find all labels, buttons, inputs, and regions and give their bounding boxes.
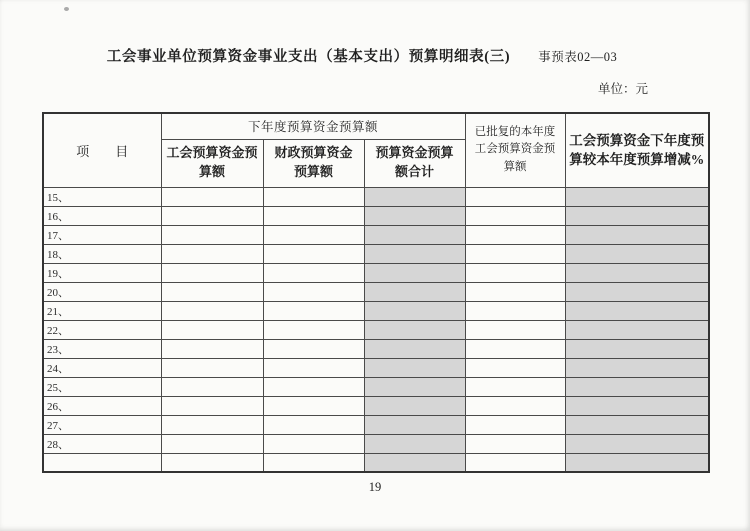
item-cell: 18、 [43, 244, 161, 263]
value-cell [565, 453, 709, 472]
table-row [43, 358, 709, 377]
value-cell [161, 301, 263, 320]
value-cell [364, 206, 465, 225]
value-cell [565, 282, 709, 301]
value-cell [465, 415, 565, 434]
value-cell [364, 225, 465, 244]
table-row [43, 263, 709, 282]
item-cell: 26、 [43, 396, 161, 415]
value-cell [565, 415, 709, 434]
value-cell [263, 377, 364, 396]
value-cell [465, 225, 565, 244]
value-cell [263, 453, 364, 472]
value-cell [465, 187, 565, 206]
value-cell [263, 187, 364, 206]
value-cell [465, 263, 565, 282]
value-cell [364, 358, 465, 377]
value-cell [565, 396, 709, 415]
value-cell [263, 225, 364, 244]
value-cell [364, 301, 465, 320]
unit-label: 单位：元 [597, 82, 648, 96]
value-cell [565, 263, 709, 282]
value-cell [161, 377, 263, 396]
value-cell [565, 187, 709, 206]
page-title: 工会事业单位预算资金事业支出（基本支出）预算明细表(三) [106, 49, 511, 65]
table-row [43, 301, 709, 320]
value-cell [565, 358, 709, 377]
table-row [43, 453, 709, 472]
value-cell [364, 434, 465, 453]
value-cell [161, 263, 263, 282]
value-cell [161, 187, 263, 206]
item-cell: 17、 [43, 225, 161, 244]
value-cell [161, 244, 263, 263]
item-cell: 22、 [43, 320, 161, 339]
value-cell [565, 225, 709, 244]
item-cell: 23、 [43, 339, 161, 358]
table-row [43, 187, 709, 206]
value-cell [364, 263, 465, 282]
value-cell [263, 301, 364, 320]
value-cell [161, 415, 263, 434]
budget-detail-table [42, 112, 710, 473]
value-cell [465, 396, 565, 415]
value-cell [161, 225, 263, 244]
value-cell [565, 434, 709, 453]
table-row [43, 320, 709, 339]
value-cell [161, 358, 263, 377]
item-cell [43, 453, 161, 472]
value-cell [465, 206, 565, 225]
value-cell [565, 206, 709, 225]
table-row [43, 206, 709, 225]
value-cell [465, 358, 565, 377]
column-header-budget-total: 预算资金预算额合计 [364, 139, 465, 187]
value-cell [364, 396, 465, 415]
value-cell [161, 434, 263, 453]
value-cell [161, 206, 263, 225]
value-cell [465, 453, 565, 472]
table-header [43, 113, 709, 187]
value-cell [465, 282, 565, 301]
table-row [43, 434, 709, 453]
value-cell [263, 282, 364, 301]
header-row-group [43, 113, 709, 139]
item-cell: 16、 [43, 206, 161, 225]
value-cell [364, 453, 465, 472]
value-cell [161, 339, 263, 358]
item-cell: 25、 [43, 377, 161, 396]
value-cell [263, 244, 364, 263]
value-cell [263, 206, 364, 225]
value-cell [161, 320, 263, 339]
value-cell [465, 434, 565, 453]
value-cell [465, 339, 565, 358]
item-cell: 28、 [43, 434, 161, 453]
table-row [43, 339, 709, 358]
item-cell: 27、 [43, 415, 161, 434]
value-cell [465, 320, 565, 339]
value-cell [364, 339, 465, 358]
column-header-item: 项 目 [43, 113, 161, 187]
item-cell: 19、 [43, 263, 161, 282]
value-cell [263, 320, 364, 339]
value-cell [364, 244, 465, 263]
value-cell [364, 377, 465, 396]
item-cell: 24、 [43, 358, 161, 377]
form-code-label: 事预表02—03 [538, 50, 618, 64]
scan-artifact-speck [64, 7, 69, 11]
document-header [0, 45, 724, 66]
value-cell [263, 358, 364, 377]
value-cell [465, 377, 565, 396]
value-cell [263, 339, 364, 358]
value-cell [364, 187, 465, 206]
value-cell [364, 320, 465, 339]
item-cell: 15、 [43, 187, 161, 206]
item-cell: 21、 [43, 301, 161, 320]
value-cell [161, 396, 263, 415]
table-body [43, 187, 709, 472]
page-number: 19 [368, 480, 382, 494]
value-cell [161, 282, 263, 301]
value-cell [263, 434, 364, 453]
value-cell [465, 301, 565, 320]
column-group-next-year-budget: 下年度预算资金预算额 [161, 113, 465, 139]
value-cell [465, 244, 565, 263]
value-cell [263, 396, 364, 415]
table-row [43, 377, 709, 396]
table-row [43, 396, 709, 415]
value-cell [263, 415, 364, 434]
value-cell [565, 339, 709, 358]
column-header-approved-current-year: 已批复的本年度工会预算资金预算额 [465, 113, 565, 187]
table-row [43, 225, 709, 244]
column-header-fiscal-budget: 财政预算资金预算额 [263, 139, 364, 187]
value-cell [565, 244, 709, 263]
table-row [43, 282, 709, 301]
table-row [43, 415, 709, 434]
value-cell [565, 320, 709, 339]
value-cell [263, 263, 364, 282]
column-header-union-budget: 工会预算资金预算额 [161, 139, 263, 187]
value-cell [161, 453, 263, 472]
table-row [43, 244, 709, 263]
value-cell [364, 282, 465, 301]
item-cell: 20、 [43, 282, 161, 301]
value-cell [364, 415, 465, 434]
column-header-change-percent: 工会预算资金下年度预算较本年度预算增减% [565, 113, 709, 187]
value-cell [565, 377, 709, 396]
value-cell [565, 301, 709, 320]
